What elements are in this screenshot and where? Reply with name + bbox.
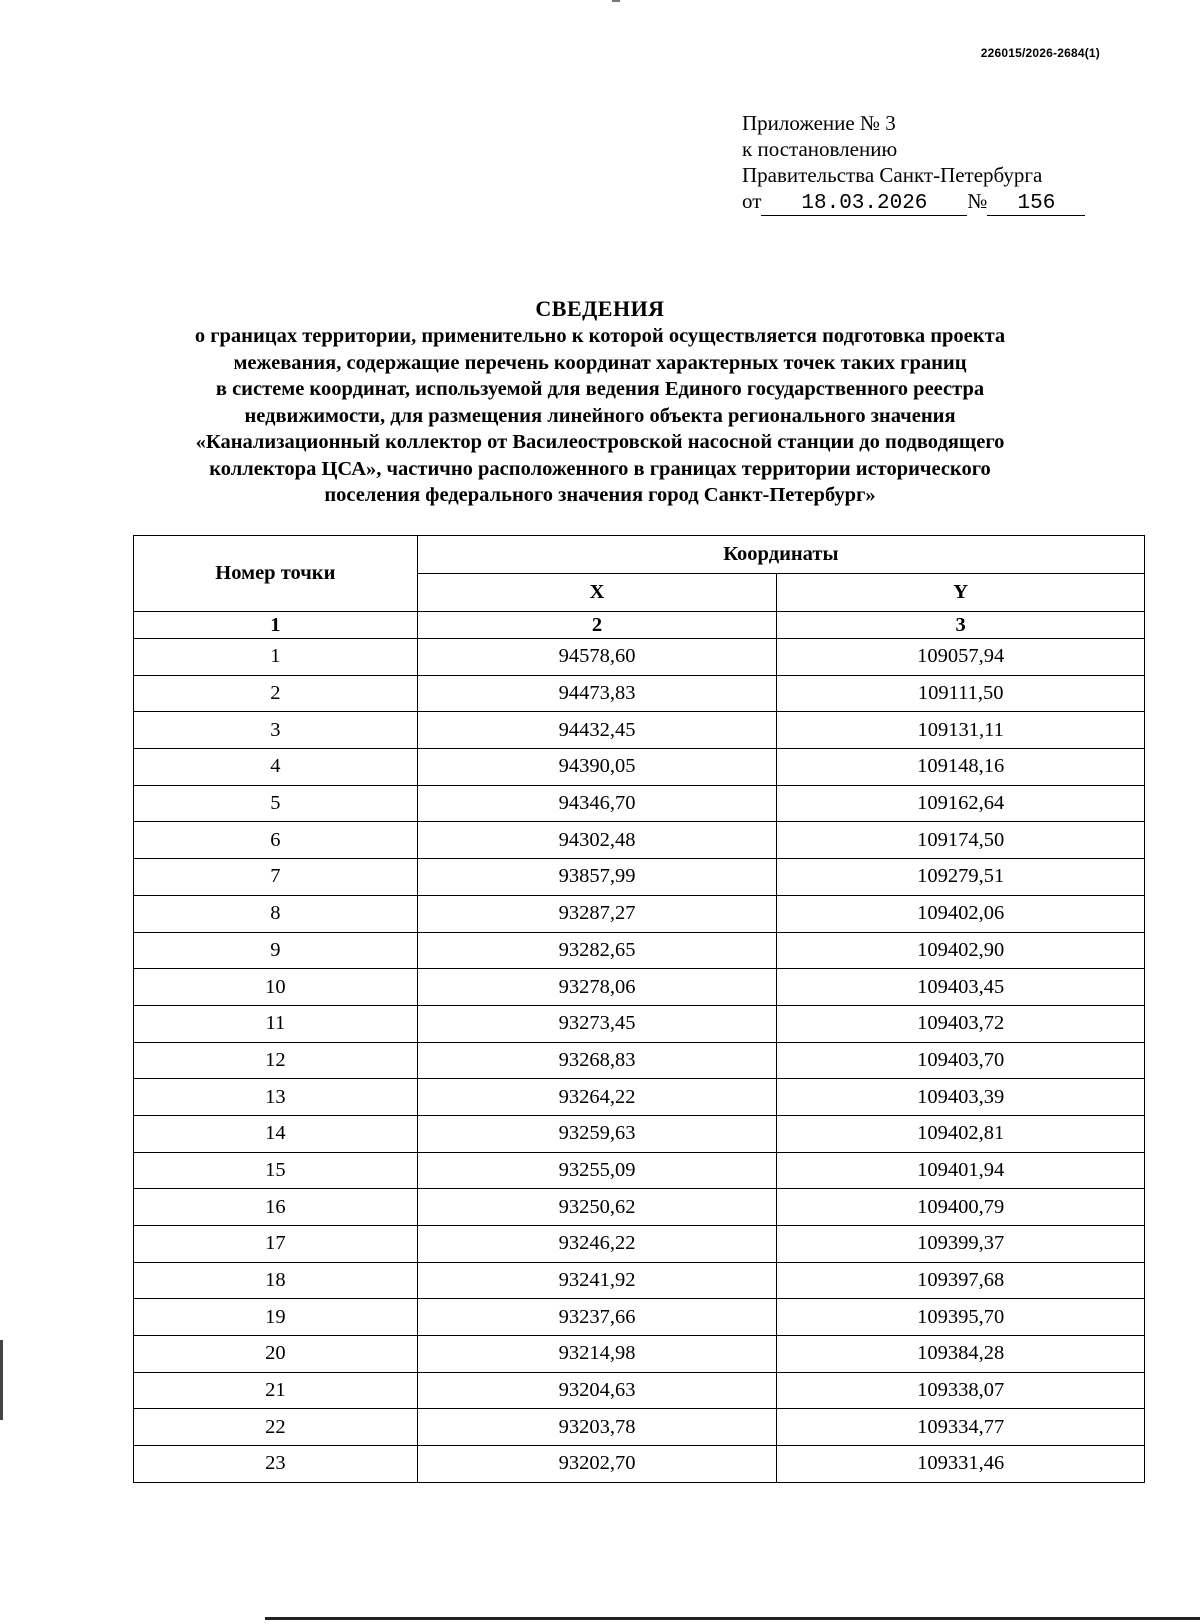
point-number-cell: 3 [134,712,418,749]
x-coordinate-cell: 94432,45 [417,712,777,749]
heading-line: в системе координат, используемой для ведения Единого государственного реестра [215,378,985,400]
y-coordinate-cell: 109174,50 [777,822,1145,859]
x-coordinate-cell: 93246,22 [417,1226,777,1263]
x-coordinate-cell: 93237,66 [417,1299,777,1336]
table-row [134,1079,1145,1116]
point-number-cell: 2 [134,675,418,712]
table-row [134,1409,1145,1446]
y-coordinate-cell: 109334,77 [777,1409,1145,1446]
y-coordinate-cell: 109395,70 [777,1299,1145,1336]
x-coordinate-cell: 93264,22 [417,1079,777,1116]
table-row [134,1005,1145,1042]
x-coordinate-cell: 93241,92 [417,1262,777,1299]
y-coordinate-cell: 109111,50 [777,675,1145,712]
heading-line: коллектора ЦСА», частично расположенного в границах территории исторического [209,457,991,480]
header-coordinates: Координаты [417,536,1144,574]
point-number-cell: 17 [134,1226,418,1263]
table-body [134,639,1145,1483]
heading-line: о границах территории, применительно к которой осуществляется подготовка проекта [194,325,1006,347]
table-row [134,1372,1145,1409]
x-coordinate-cell: 93202,70 [417,1446,777,1483]
appendix-line-2: к постановлению [742,137,898,161]
x-coordinate-cell: 94578,60 [417,639,777,676]
x-coordinate-cell: 93278,06 [417,969,777,1006]
table-row [134,785,1145,822]
x-coordinate-cell: 94473,83 [417,675,777,712]
y-coordinate-cell: 109402,06 [777,895,1145,932]
y-coordinate-cell: 109148,16 [777,749,1145,786]
y-coordinate-cell: 109338,07 [777,1372,1145,1409]
point-number-cell: 14 [134,1115,418,1152]
x-coordinate-cell: 93282,65 [417,932,777,969]
heading-title: СВЕДЕНИЯ [535,296,665,321]
point-number-cell: 4 [134,749,418,786]
x-coordinate-cell: 93204,63 [417,1372,777,1409]
y-coordinate-cell: 109131,11 [777,712,1145,749]
appendix-line-3: Правительства Санкт-Петербурга [742,163,1043,187]
table-row [134,1446,1145,1483]
point-number-cell: 7 [134,859,418,896]
column-number: 2 [417,612,777,639]
point-number-cell: 13 [134,1079,418,1116]
point-number-cell: 19 [134,1299,418,1336]
x-coordinate-cell: 93255,09 [417,1152,777,1189]
x-coordinate-cell: 93268,83 [417,1042,777,1079]
heading-line: недвижимости, для размещения линейного объекта регионального значения [244,404,956,427]
document-heading [80,295,1120,509]
table-row [134,859,1145,896]
point-number-cell: 20 [134,1336,418,1373]
y-coordinate-cell: 109400,79 [777,1189,1145,1226]
point-number-cell: 21 [134,1372,418,1409]
x-coordinate-cell: 93259,63 [417,1115,777,1152]
y-coordinate-cell: 109401,94 [777,1152,1145,1189]
y-coordinate-cell: 109331,46 [777,1446,1145,1483]
table-row [134,1262,1145,1299]
point-number-cell: 12 [134,1042,418,1079]
appendix-line-1: Приложение № 3 [742,111,896,135]
table-row [134,1336,1145,1373]
x-coordinate-cell: 94302,48 [417,822,777,859]
y-coordinate-cell: 109279,51 [777,859,1145,896]
table-row [134,1189,1145,1226]
y-coordinate-cell: 109399,37 [777,1226,1145,1263]
appendix-block [742,110,1085,216]
table-row [134,1226,1145,1263]
point-number-cell: 8 [134,895,418,932]
y-coordinate-cell: 109384,28 [777,1336,1145,1373]
heading-line: межевания, содержащие перечень координат характерных точек таких границ [233,351,967,374]
table-row [134,932,1145,969]
point-number-cell: 23 [134,1446,418,1483]
x-coordinate-cell: 93273,45 [417,1005,777,1042]
point-number-cell: 16 [134,1189,418,1226]
table-row [134,1115,1145,1152]
heading-line: поселения федерального значения город Санкт-Петербург» [324,484,876,506]
point-number-cell: 18 [134,1262,418,1299]
column-number: 3 [777,612,1145,639]
y-coordinate-cell: 109057,94 [777,639,1145,676]
x-coordinate-cell: 94346,70 [417,785,777,822]
y-coordinate-cell: 109397,68 [777,1262,1145,1299]
table-row [134,1152,1145,1189]
table-row [134,675,1145,712]
header-point-number: Номер точки [134,536,418,612]
y-coordinate-cell: 109403,45 [777,969,1145,1006]
table-row [134,712,1145,749]
table-row [134,969,1145,1006]
table-row [134,1299,1145,1336]
point-number-cell: 6 [134,822,418,859]
point-number-cell: 15 [134,1152,418,1189]
number-prefix: № [967,189,988,213]
date-value: 18.03.2026 [761,193,967,216]
point-number-cell: 5 [134,785,418,822]
y-coordinate-cell: 109402,90 [777,932,1145,969]
document-id: 226015/2026-2684(1) [980,46,1100,60]
x-coordinate-cell: 93214,98 [417,1336,777,1373]
y-coordinate-cell: 109402,81 [777,1115,1145,1152]
number-value: 156 [987,193,1085,216]
table-row [134,822,1145,859]
y-coordinate-cell: 109403,70 [777,1042,1145,1079]
header-y: Y [777,574,1145,612]
y-coordinate-cell: 109403,72 [777,1005,1145,1042]
table-row [134,1042,1145,1079]
point-number-cell: 10 [134,969,418,1006]
point-number-cell: 11 [134,1005,418,1042]
table-row [134,639,1145,676]
date-prefix: от [742,189,762,213]
scan-artifact-top [612,0,620,2]
x-coordinate-cell: 93287,27 [417,895,777,932]
x-coordinate-cell: 93250,62 [417,1189,777,1226]
y-coordinate-cell: 109403,39 [777,1079,1145,1116]
table-row [134,749,1145,786]
appendix-date-line [742,188,1085,216]
point-number-cell: 22 [134,1409,418,1446]
column-number: 1 [134,612,418,639]
x-coordinate-cell: 93203,78 [417,1409,777,1446]
x-coordinate-cell: 94390,05 [417,749,777,786]
coordinates-table [133,535,1145,1483]
header-x: X [417,574,777,612]
scan-bottom-edge [265,1617,1200,1620]
table-row [134,895,1145,932]
point-number-cell: 1 [134,639,418,676]
x-coordinate-cell: 93857,99 [417,859,777,896]
y-coordinate-cell: 109162,64 [777,785,1145,822]
point-number-cell: 9 [134,932,418,969]
heading-line: «Канализационный коллектор от Василеостровской насосной станции до подводящего [195,431,1005,453]
scan-edge-mark [0,1340,3,1420]
